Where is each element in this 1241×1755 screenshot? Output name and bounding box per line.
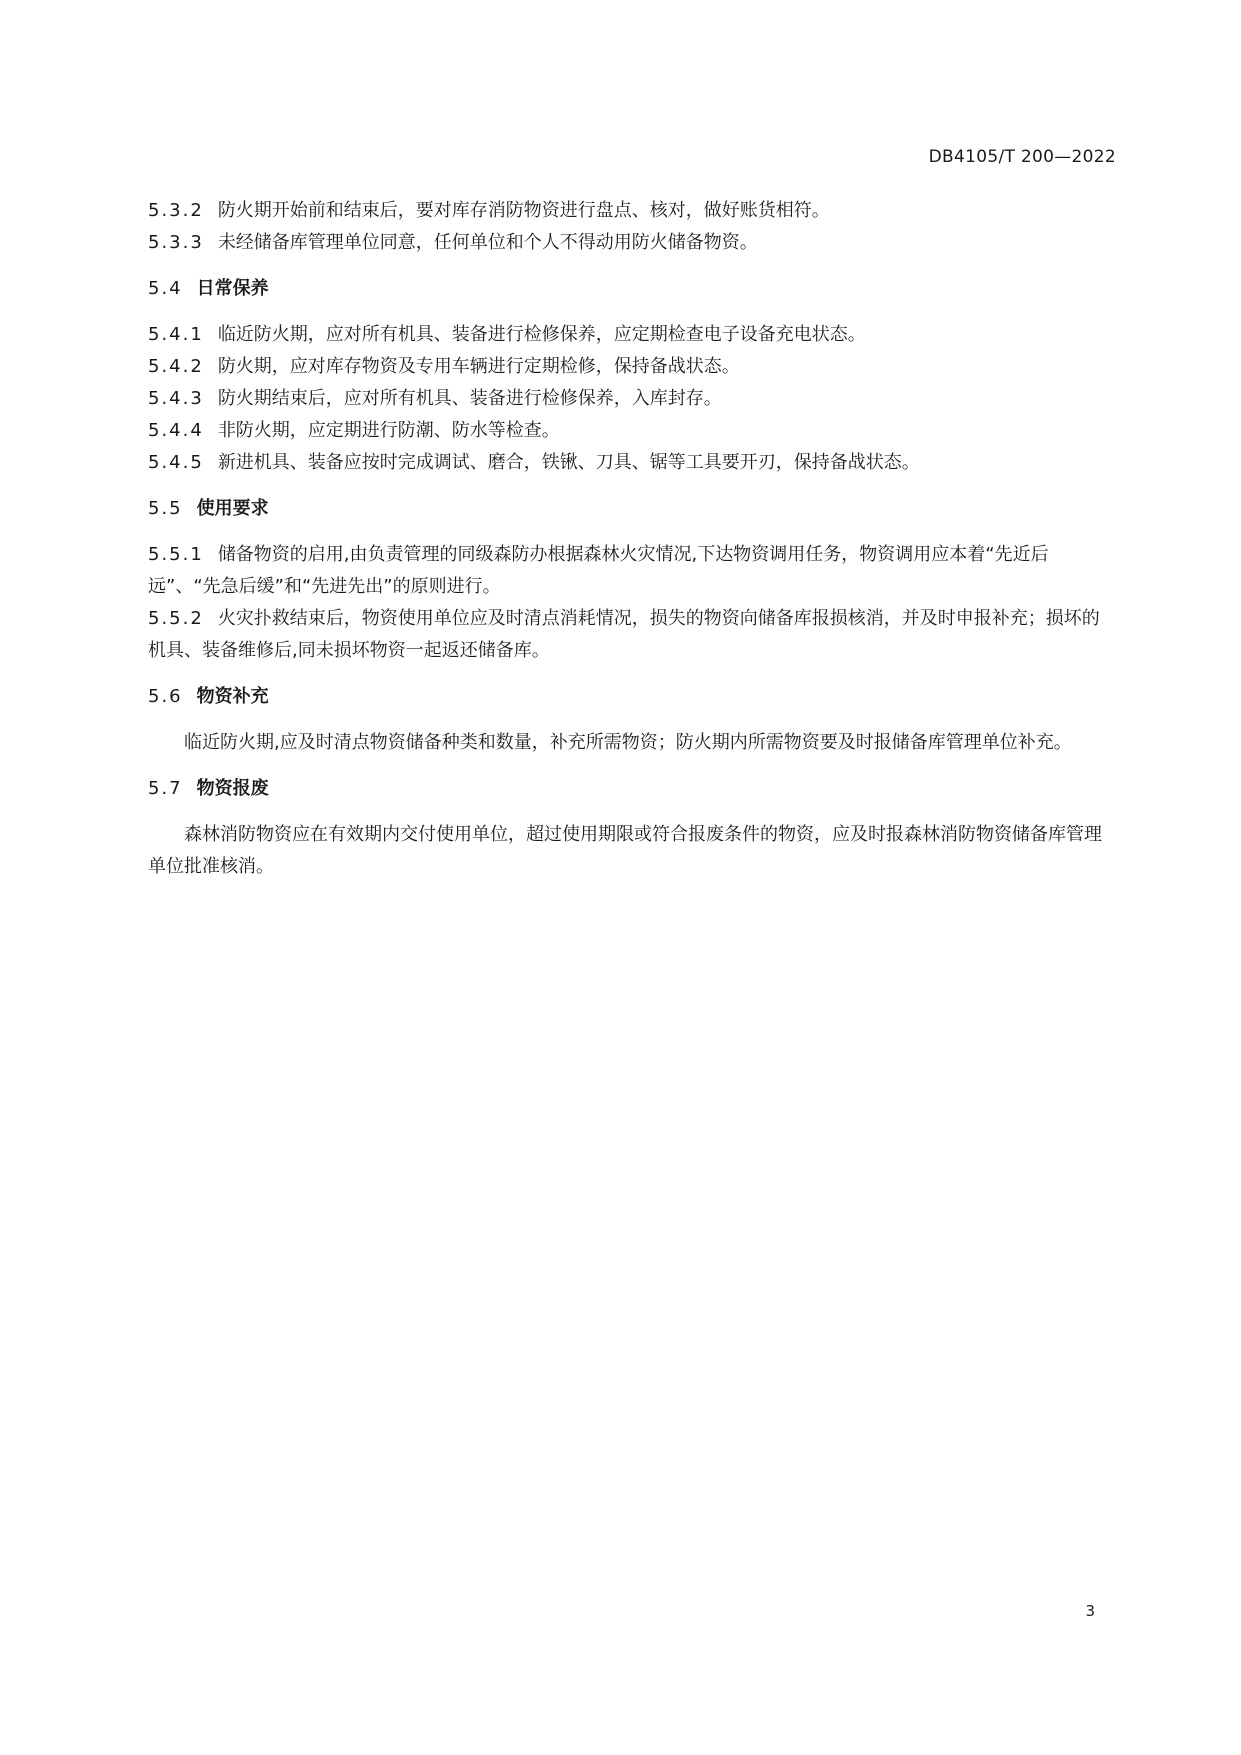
clause-text: 临近防火期，应对所有机具、装备进行检修保养，应定期检查电子设备充电状态。: [217, 324, 866, 345]
clause-number: 5.5.1: [148, 544, 204, 565]
section-title: 使用要求: [196, 498, 269, 519]
section-heading-5-4: [148, 273, 1116, 305]
clause-text: 新进机具、装备应按时完成调试、磨合，铁锹、刀具、锯等工具要开刃，保持备战状态。: [217, 452, 920, 473]
section-number: 5.5: [148, 498, 183, 519]
section-heading-5-6: [148, 681, 1116, 713]
clause-number: 5.3.2: [148, 200, 204, 221]
clause-text: 防火期结束后，应对所有机具、装备进行检修保养，入库封存。: [217, 388, 722, 409]
clause-text: 防火期，应对库存物资及专用车辆进行定期检修，保持备战状态。: [217, 356, 740, 377]
section-5-7-body: 森林消防物资应在有效期内交付使用单位，超过使用期限或符合报废条件的物资，应及时报森林消防物资储备库管理单位批准核消。: [148, 824, 1102, 877]
clause-5-4-5: [148, 447, 1116, 479]
clause-5-5-1: [148, 539, 1116, 603]
clause-text: 未经储备库管理单位同意，任何单位和个人不得动用防火储备物资。: [217, 232, 758, 253]
clause-5-4-4: [148, 415, 1116, 447]
clause-number: 5.4.5: [148, 452, 204, 473]
section-number: 5.4: [148, 278, 183, 299]
clause-5-4-1: [148, 319, 1116, 351]
clause-5-3-2: [148, 195, 1116, 227]
clause-number: 5.4.1: [148, 324, 204, 345]
section-number: 5.7: [148, 778, 183, 799]
section-title: 物资报废: [196, 778, 269, 799]
section-title: 日常保养: [196, 278, 269, 299]
clause-5-5-2: [148, 603, 1116, 667]
clause-number: 5.4.4: [148, 420, 204, 441]
clause-text: 防火期开始前和结束后，要对库存消防物资进行盘点、核对，做好账货相符。: [217, 200, 830, 221]
clause-5-4-2: [148, 351, 1116, 383]
clause-number: 5.5.2: [148, 608, 204, 629]
section-heading-5-7: [148, 773, 1116, 805]
clause-5-3-3: [148, 227, 1116, 259]
section-number: 5.6: [148, 686, 183, 707]
page-number: 3: [1085, 1602, 1095, 1620]
section-5-6-body: 临近防火期,应及时清点物资储备种类和数量，补充所需物资；防火期内所需物资要及时报储备库管理单位补充。: [184, 732, 1072, 753]
clause-5-4-3: [148, 383, 1116, 415]
document-code: DB4105/T 200—2022: [928, 147, 1116, 167]
section-title: 物资补充: [196, 686, 269, 707]
clause-number: 5.4.3: [148, 388, 204, 409]
section-heading-5-5: [148, 493, 1116, 525]
clause-text: 非防火期，应定期进行防潮、防水等检查。: [217, 420, 560, 441]
clause-text: 火灾扑救结束后，物资使用单位应及时清点消耗情况，损失的物资向储备库报损核消，并及时申报补充；损坏的机具、装备维修后,同未损坏物资一起返还储备库。: [148, 608, 1100, 661]
clause-number: 5.3.3: [148, 232, 204, 253]
clause-number: 5.4.2: [148, 356, 204, 377]
document-body: [148, 195, 1116, 883]
clause-text: 储备物资的启用,由负责管理的同级森防办根据森林火灾情况,下达物资调用任务，物资调用应本着“先近后远”、“先急后缓”和“先进先出”的原则进行。: [148, 544, 1049, 597]
